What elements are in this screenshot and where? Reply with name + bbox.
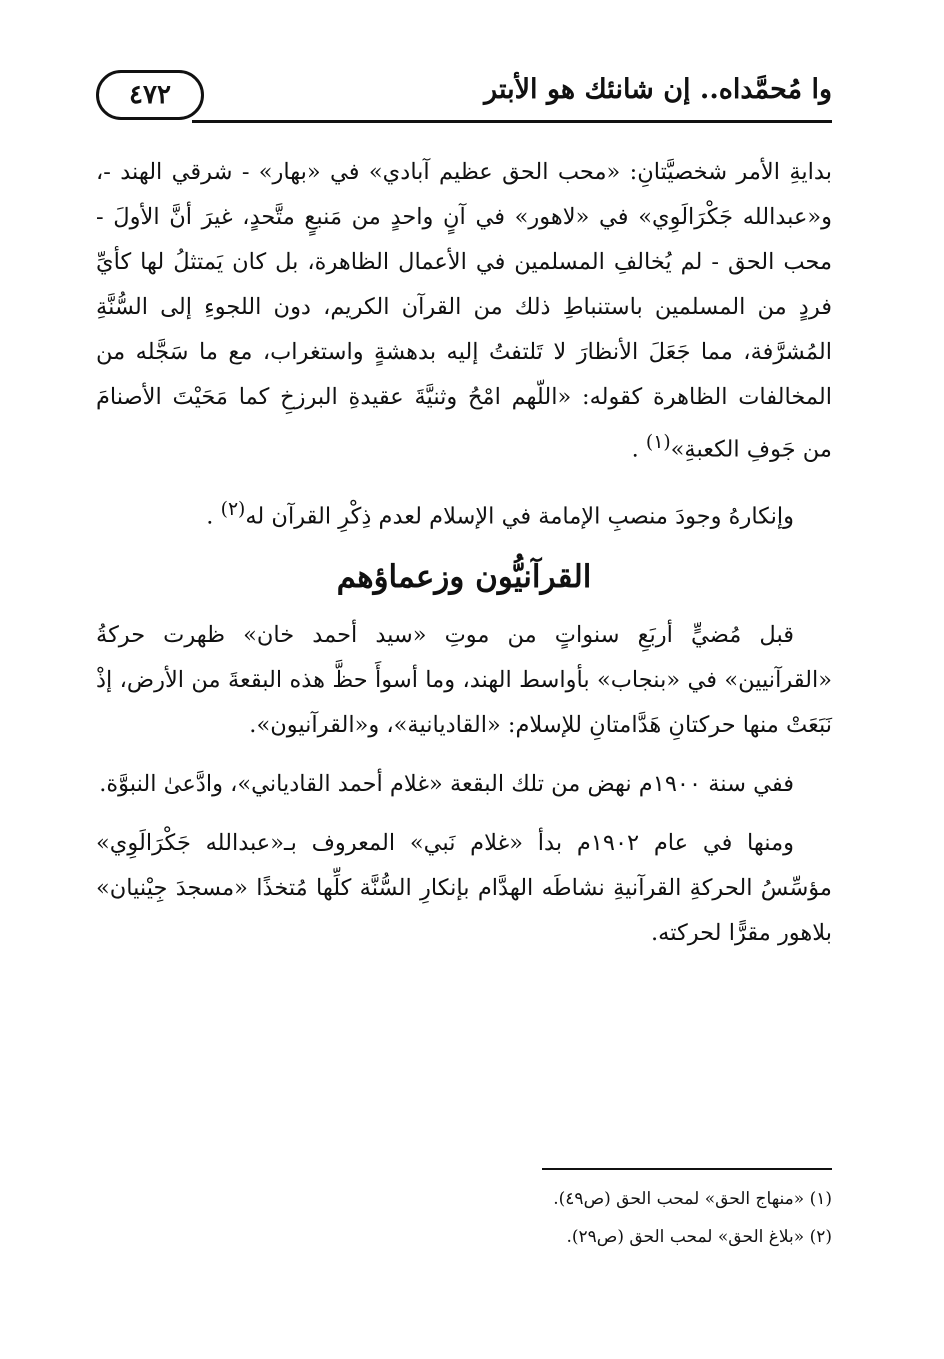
paragraph-2-end: .	[206, 503, 221, 529]
footnote-ref-1: (١)	[645, 432, 671, 453]
main-text	[96, 150, 832, 970]
paragraph-1-text: بدايةِ الأمر شخصيَّتانِ: «محب الحق عظيم آبادي» في «بهار» - شرقي الهند -، و«عبدالله جَكْرَالَوِي» في «لاهور» في آنٍ واحدٍ من مَنبعٍ متَّحدٍ، غيرَ أنَّ الأولَ - محب الحق - لم يُخالفِ المسلمين في الأعمال الظاهرة، بل كان يَمتثلُ لها كأيِّ فردٍ من المسلمين باستنباطِ ذلك من القرآن الكريم، دون اللجوءِ إلى السُّنَّةِ المُشرَّفة، مما جَعَلَ الأنظارَ لا تَلتفتُ إليه بدهشةٍ واستغراب، مع ما سَجَّله من المخالفات الظاهرة كقوله: «اللّهم امْحُ وثنيَّةَ عقيدةِ البرزخِ كما مَحَيْتَ الأصنامَ من جَوفِ الكعبةِ»	[96, 159, 832, 463]
paragraph-3: قبل مُضيٍّ أربَعِ سنواتٍ من موتِ «سيد أحمد خان» ظهرت حركةُ «القرآنيين» في «بنجاب» بأواسط الهند، وما أسوأَ حظَّ هذه البقعةَ من الأرض، إذْ نَبَعَتْ منها حركتانِ هَدَّامتانِ للإسلام: «القاديانية»، و«القرآنيون».	[96, 622, 832, 738]
paragraph-1	[96, 150, 832, 473]
paragraph-5: ومنها في عام ١٩٠٢م بدأ «غلام نَبي» المعروف بـ«عبدالله جَكْرَالَوِي» مؤسِّسُ الحركةِ القرآنيةِ نشاطَه الهدَّام بإنكارِ السُّنَّة كلِّها مُتخذًا «مسجدَ جِيْنيان» بلاهور مقرًّا لحركته.	[96, 830, 832, 946]
paragraph-2-text: وإنكارهُ وجودَ منصبِ الإمامة في الإسلام لعدم ذِكْرِ القرآن له	[245, 503, 794, 529]
page-number: ٤٧٢	[96, 70, 204, 120]
paragraph-4: ففي سنة ١٩٠٠م نهض من تلك البقعة «غلام أحمد القادياني»، وادَّعىٰ النبوَّة.	[99, 771, 794, 797]
footnotes	[96, 1180, 832, 1256]
running-header	[96, 70, 832, 128]
section-heading: القرآنيُّون وزعماؤهم	[336, 559, 592, 595]
paragraph-2	[96, 487, 832, 540]
footnote-2: (٢) «بلاغ الحق» لمحب الحق (ص٢٩).	[566, 1227, 832, 1247]
footnote-ref-2: (٢)	[220, 498, 246, 520]
running-title: وا مُحمَّداه.. إن شانئك هو الأبتر	[484, 74, 832, 105]
footnote-1: (١) «منهاج الحق» لمحب الحق (ص٤٩).	[553, 1189, 832, 1209]
footnote-separator	[542, 1168, 832, 1170]
header-rule	[192, 120, 832, 123]
paragraph-1-end: .	[631, 436, 646, 463]
